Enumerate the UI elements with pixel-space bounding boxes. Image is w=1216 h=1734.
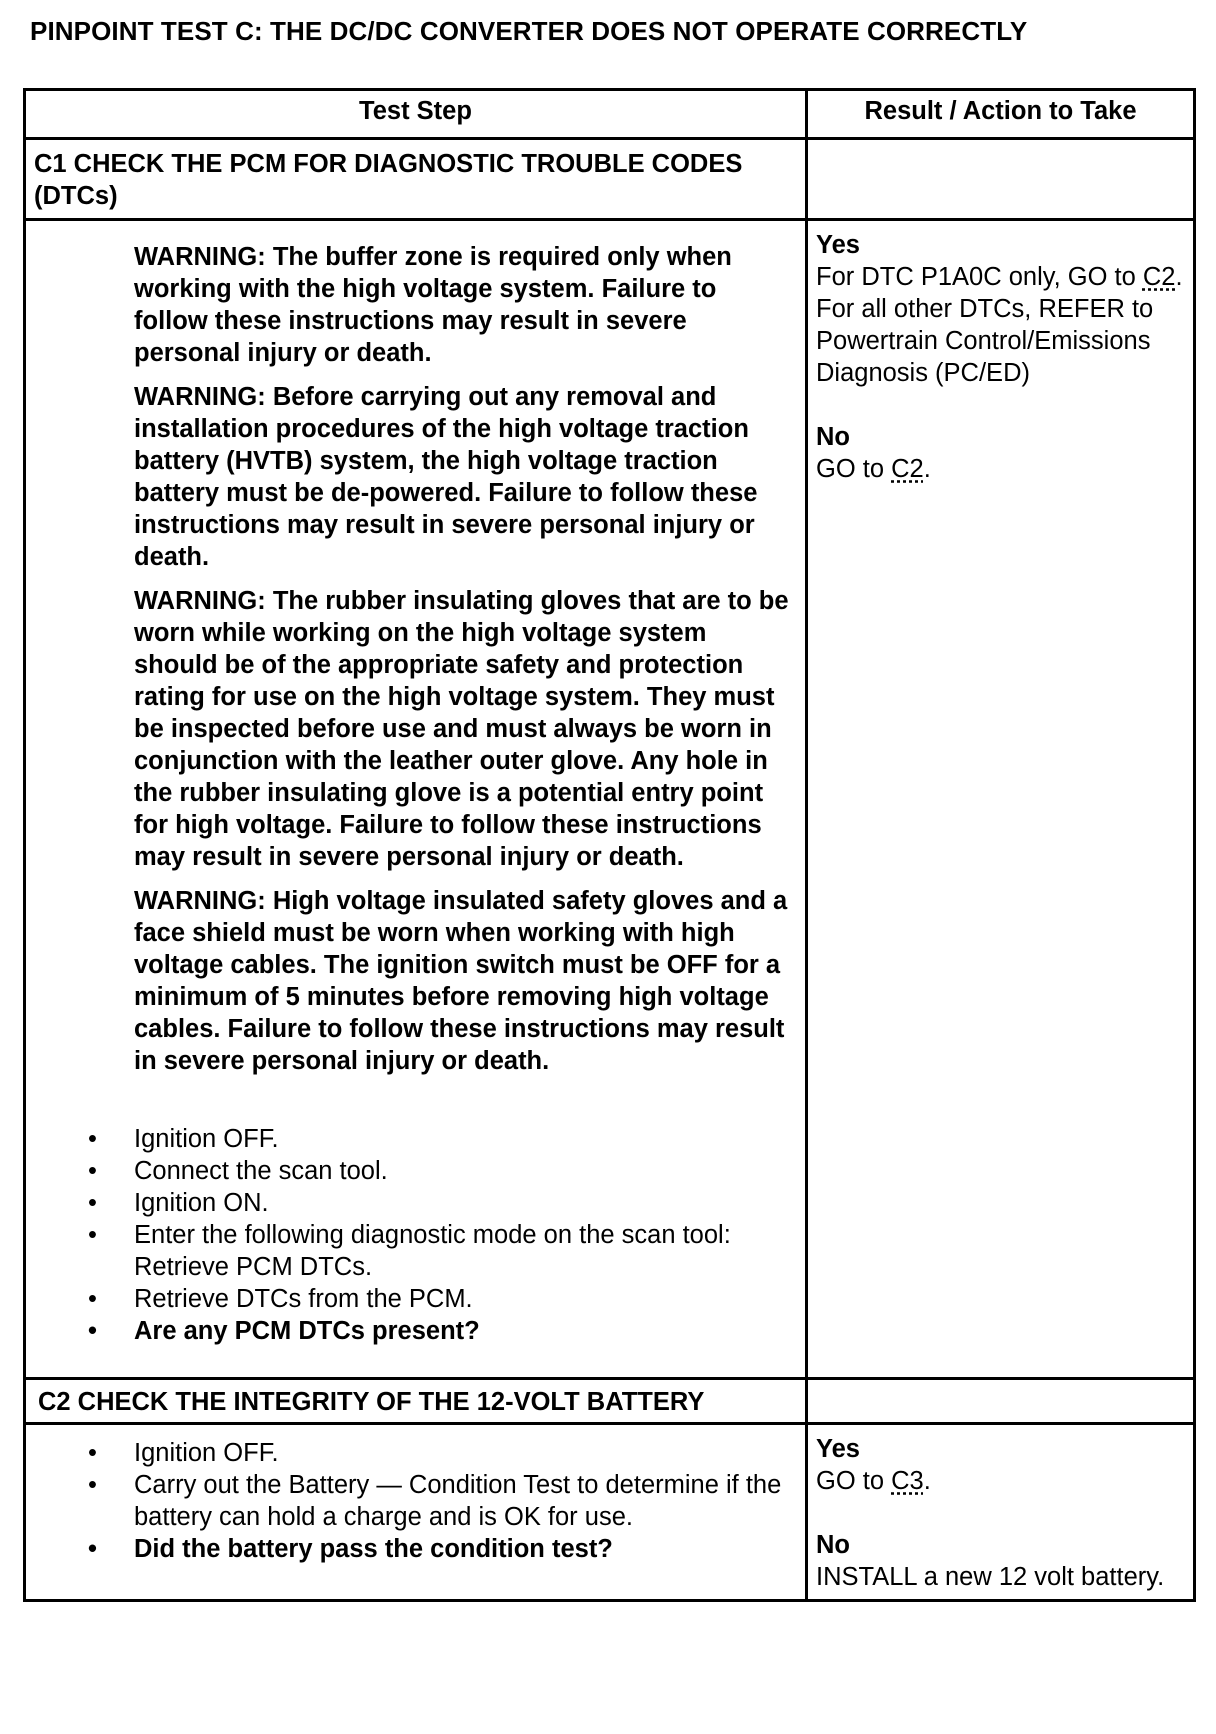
c1-warning-gloves: WARNING: The rubber insulating gloves that are to be worn while working on the high voltage system should be of the appropriate safety and protection rating for use on the high voltage system. They must be inspected before use and must always be worn in conjunction with the leather outer glove. Any hole in the rubber insulating glove is a potential entry point for high voltage. Failure to follow these instructions may result in severe personal injury or death.	[134, 587, 789, 871]
c2-yes-label: Yes	[816, 1435, 860, 1463]
column-header-result: Result / Action to Take	[807, 90, 1195, 139]
list-item: • Ignition ON.	[26, 1187, 797, 1219]
table-header-row	[25, 90, 1195, 139]
list-item: • Enter the following diagnostic mode on the scan tool: Retrieve PCM DTCs.	[26, 1219, 797, 1283]
c2-yes-link-c3[interactable]: C3	[891, 1467, 924, 1495]
c1-no-text-end: .	[923, 455, 931, 483]
c2-action-list	[26, 1437, 797, 1565]
pinpoint-test-table	[23, 88, 1196, 1602]
c1-yes-text: For DTC P1A0C only, GO to	[816, 263, 1143, 291]
c1-action-list	[26, 1123, 797, 1347]
c1-result	[807, 220, 1195, 1379]
list-item-question: • Did the battery pass the condition test?	[26, 1533, 797, 1565]
c1-no-action	[816, 453, 1187, 485]
list-item: • Connect the scan tool.	[26, 1155, 797, 1187]
list-item-question: • Are any PCM DTCs present?	[26, 1315, 797, 1347]
c1-yes-text-cont: . For all other DTCs, REFER to Powertrain Control/Emissions Diagnosis (PC/ED)	[816, 263, 1183, 387]
c1-yes-label: Yes	[816, 231, 860, 259]
c2-no-label: No	[816, 1531, 850, 1559]
c1-warning-buffer-zone: WARNING: The buffer zone is required only when working with the high voltage system. Failure to follow these instructions may result in severe personal injury or death.	[134, 243, 732, 367]
c2-yes-text-end: .	[923, 1467, 931, 1495]
c2-heading: C2 CHECK THE INTEGRITY OF THE 12-VOLT BATTERY	[25, 1379, 807, 1424]
c2-yes-text: GO to	[816, 1467, 892, 1495]
list-item: • Retrieve DTCs from the PCM.	[26, 1283, 797, 1315]
list-item: • Ignition OFF.	[26, 1123, 797, 1155]
list-item: • Carry out the Battery — Condition Test to determine if the battery can hold a charge and is OK for use.	[26, 1469, 797, 1533]
c1-body-row	[25, 220, 1195, 1379]
c2-body-row	[25, 1424, 1195, 1601]
c1-warning-depower: WARNING: Before carrying out any removal and installation procedures of the high voltage traction battery (HVTB) system, the high voltage traction battery must be de-powered. Failure to follow these instructions may result in severe personal injury or death.	[134, 383, 758, 571]
c2-step-body	[25, 1424, 807, 1601]
c2-heading-row	[25, 1379, 1195, 1424]
c2-yes-action	[816, 1465, 1187, 1497]
c1-heading-row	[25, 139, 1195, 220]
page-title: PINPOINT TEST C: THE DC/DC CONVERTER DOES NOT OPERATE CORRECTLY	[30, 16, 1028, 46]
list-item: • Ignition OFF.	[26, 1437, 797, 1469]
c1-no-label: No	[816, 423, 850, 451]
c2-no-action: INSTALL a new 12 volt battery.	[816, 1563, 1165, 1591]
c1-heading-result-empty	[807, 139, 1195, 220]
c1-step-body	[25, 220, 807, 1379]
c1-no-link-c2[interactable]: C2	[891, 455, 924, 483]
c2-heading-result-empty	[807, 1379, 1195, 1424]
c1-yes-link-c2[interactable]: C2	[1142, 263, 1176, 291]
c1-no-text: GO to	[816, 455, 892, 483]
c1-warning-face-shield: WARNING: High voltage insulated safety gloves and a face shield must be worn when working with high voltage cables. The ignition switch must be OFF for a minimum of 5 minutes before removing high voltage cables. Failure to follow these instructions may result in severe personal injury or death.	[134, 887, 788, 1075]
c2-result	[807, 1424, 1195, 1601]
column-header-test-step: Test Step	[25, 90, 807, 139]
c1-heading: C1 CHECK THE PCM FOR DIAGNOSTIC TROUBLE CODES (DTCs)	[25, 139, 807, 220]
c1-yes-action	[816, 261, 1187, 389]
